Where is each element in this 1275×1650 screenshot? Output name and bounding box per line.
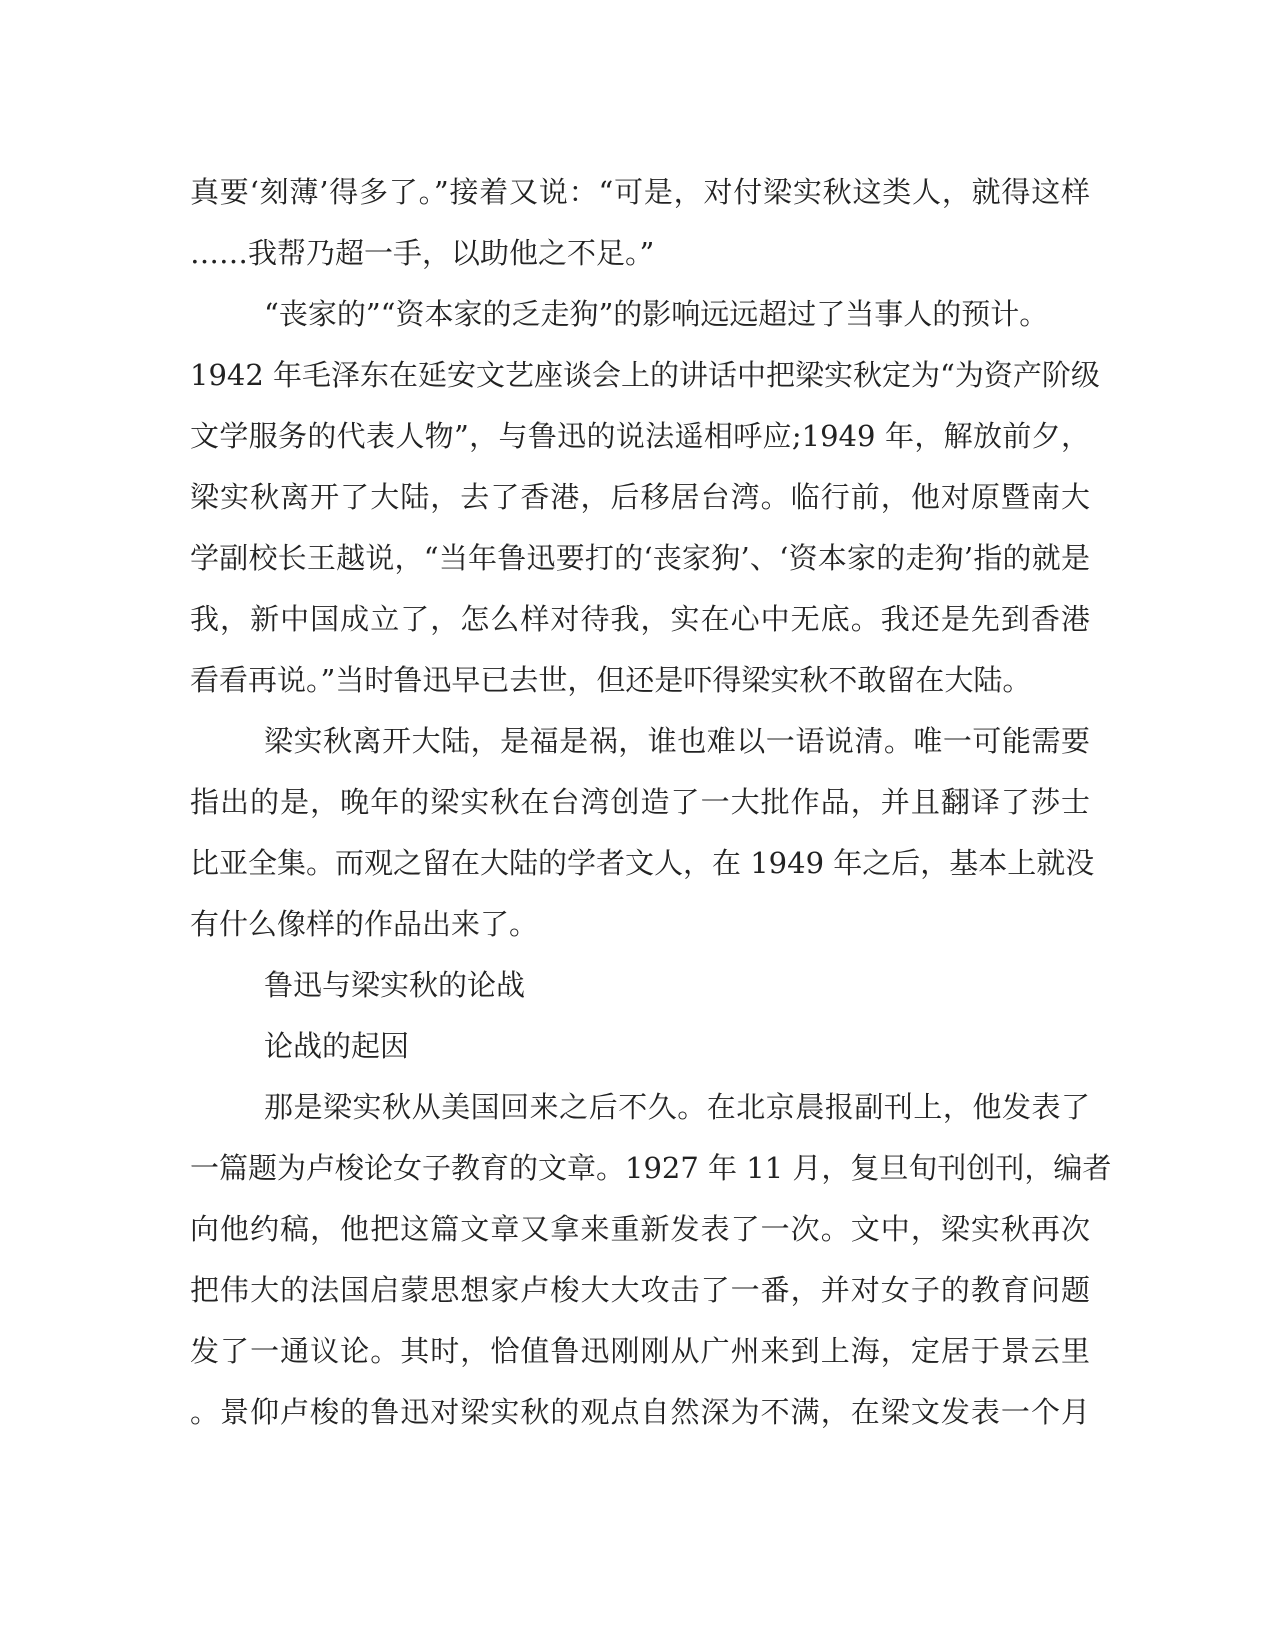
- text-line: 一篇题为卢梭论女子教育的文章。1927 年 11 月，复旦旬刊创刊，编者: [190, 1151, 1112, 1185]
- text-line: 有什么像样的作品出来了。: [190, 907, 539, 941]
- text-line: 那是梁实秋从美国回来之后不久。在北京晨报副刊上，他发表了: [264, 1090, 1090, 1124]
- text-line: 我，新中国成立了，怎么样对待我，实在心中无底。我还是先到香港: [190, 602, 1090, 636]
- text-line: ……我帮乃超一手，以助他之不足。”: [190, 236, 655, 270]
- text-line: 真要‘刻薄’得多了。”接着又说：“可是，对付梁实秋这类人，就得这样: [190, 175, 1090, 209]
- text-line: “丧家的”“资本家的乏走狗”的影响远远超过了当事人的预计。: [264, 297, 1049, 331]
- text-line: 看看再说。”当时鲁迅早已去世，但还是吓得梁实秋不敢留在大陆。: [190, 663, 1032, 697]
- text-line: 梁实秋离开大陆，是福是祸，谁也难以一语说清。唯一可能需要: [264, 724, 1090, 758]
- text-line: 论战的起因: [264, 1029, 410, 1063]
- text-line: 文学服务的代表人物”，与鲁迅的说法遥相呼应;1949 年，解放前夕，: [190, 419, 1090, 453]
- text-line: 发了一通议论。其时，恰值鲁迅刚刚从广州来到上海，定居于景云里: [190, 1334, 1090, 1368]
- text-line: 向他约稿，他把这篇文章又拿来重新发表了一次。文中，梁实秋再次: [190, 1212, 1090, 1246]
- text-line: 。景仰卢梭的鲁迅对梁实秋的观点自然深为不满，在梁文发表一个月: [190, 1395, 1090, 1429]
- text-line: 把伟大的法国启蒙思想家卢梭大大攻击了一番，并对女子的教育问题: [190, 1273, 1090, 1307]
- text-line: 鲁迅与梁实秋的论战: [264, 968, 526, 1002]
- text-line: 学副校长王越说，“当年鲁迅要打的‘丧家狗’、‘资本家的走狗’指的就是: [190, 541, 1090, 575]
- text-line: 1942 年毛泽东在延安文艺座谈会上的讲话中把梁实秋定为“为资产阶级: [190, 358, 1100, 392]
- text-line: 梁实秋离开了大陆，去了香港，后移居台湾。临行前，他对原暨南大: [190, 480, 1090, 514]
- text-line: 比亚全集。而观之留在大陆的学者文人，在 1949 年之后，基本上就没: [190, 846, 1095, 880]
- text-line: 指出的是，晚年的梁实秋在台湾创造了一大批作品，并且翻译了莎士: [190, 785, 1090, 819]
- body-text: [190, 162, 1112, 1443]
